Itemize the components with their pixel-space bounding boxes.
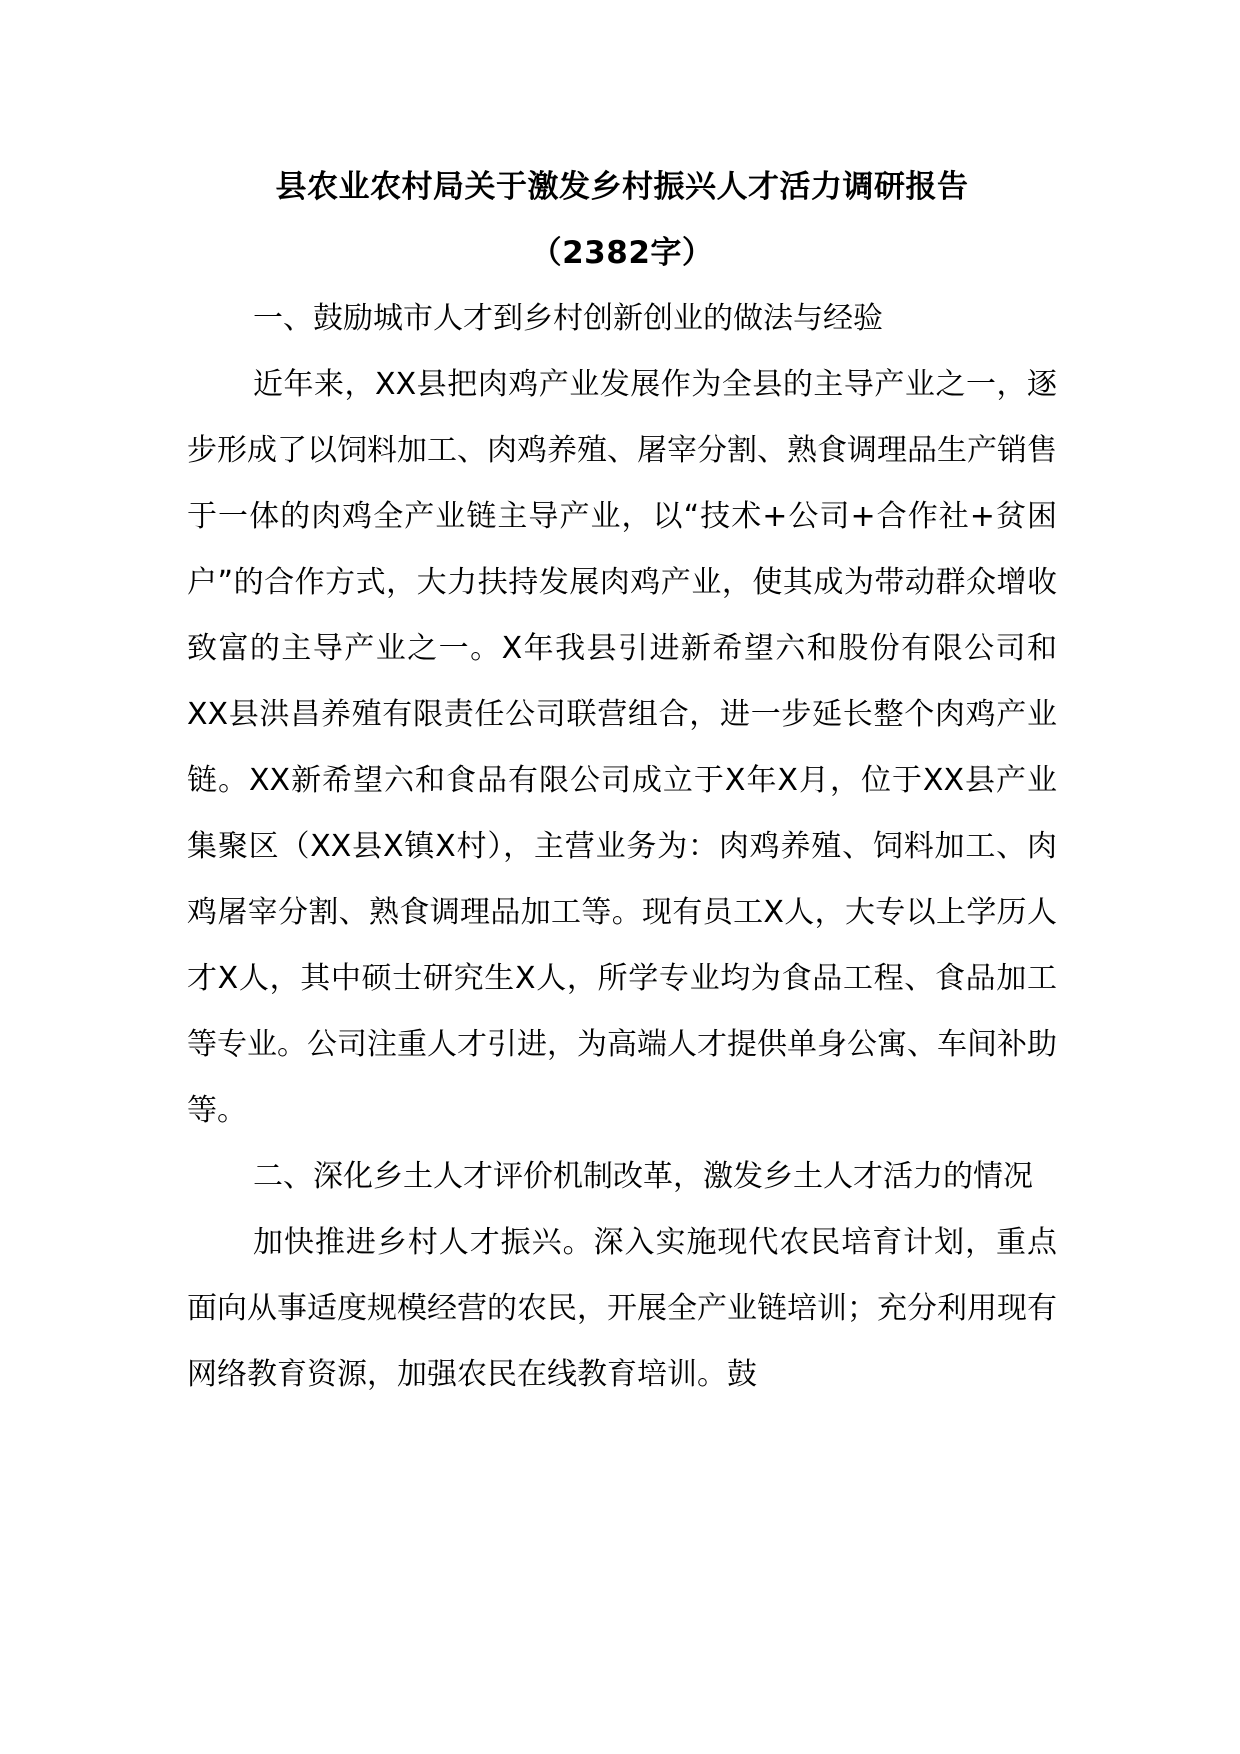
document-body [187, 286, 1057, 1408]
section-2-paragraph: 加快推进乡村人才振兴。深入实施现代农民培育计划，重点面向从事适度规模经营的农民，开展全产业链培训；充分利用现有网络教育资源，加强农民在线教育培训。鼓 [187, 1225, 1057, 1392]
section-1-paragraph: 近年来，XX县把肉鸡产业发展作为全县的主导产业之一，逐步形成了以饲料加工、肉鸡养殖、屠宰分割、熟食调理品生产销售于一体的肉鸡全产业链主导产业，以“技术+公司+合作社+贫困户”的合作方式，大力扶持发展肉鸡产业，使其成为带动群众增收致富的主导产业之一。X年我县引进新希望六和股份有限公司和XX县洪昌养殖有限责任公司联营组合，进一步延长整个肉鸡产业链。XX新希望六和食品有限公司成立于X年X月，位于XX县产业集聚区（XX县X镇X村），主营业务为：肉鸡养殖、饲料加工、肉鸡屠宰分割、熟食调理品加工等。现有员工X人，大专以上学历人才X人，其中硕士研究生X人，所学专业均为食品工程、食品加工等专业。公司注重人才引进，为高端人才提供单身公寓、车间补助等。 [187, 367, 1057, 1128]
document-subtitle: （2382字） [530, 235, 714, 271]
document-content [187, 154, 1057, 1408]
document-title: 县农业农村局关于激发乡村振兴人才活力调研报告 [275, 169, 969, 205]
section-1-heading: 一、鼓励城市人才到乡村创新创业的做法与经验 [253, 301, 883, 336]
section-2-heading: 二、深化乡土人才评价机制改革，激发乡土人才活力的情况 [253, 1159, 1033, 1194]
